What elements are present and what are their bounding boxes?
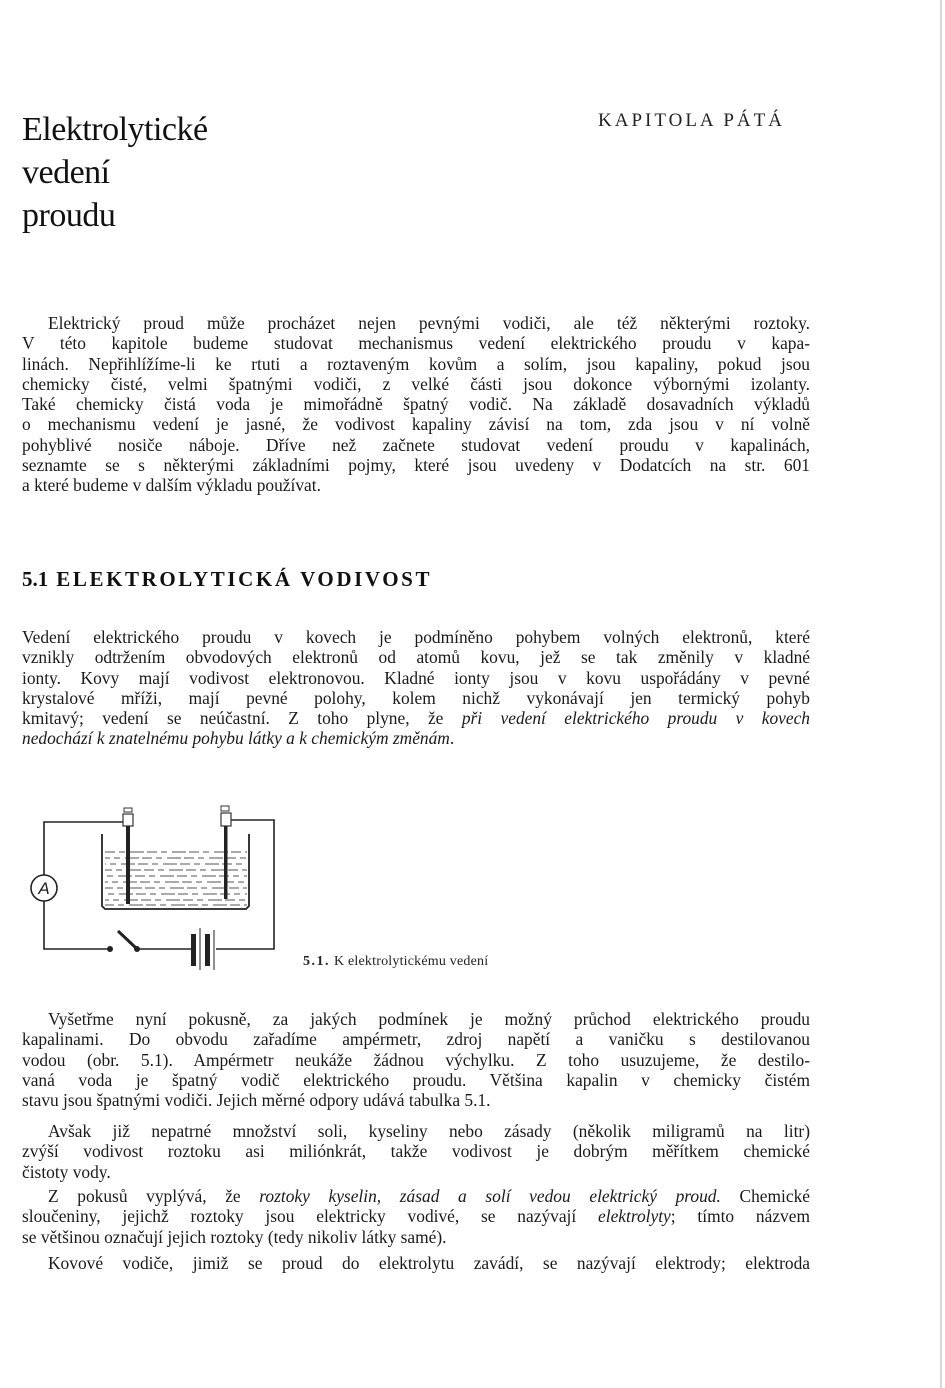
text-line: seznamte se s některými základními pojmy, které jsou uvedeny v Dodatcích na str. 601: [22, 455, 810, 476]
chapter-title-line: proudu: [22, 197, 116, 234]
electrodes-paragraph: [22, 1253, 810, 1273]
chapter-label: KAPITOLA PÁTÁ: [598, 110, 785, 131]
chapter-title-line: Elektrolytické: [22, 111, 208, 148]
text-run: kmitavý; vedení se neúčastní. Z toho plyne, že: [22, 708, 462, 729]
page-edge: [940, 0, 942, 1388]
ammeter-label: A: [38, 879, 50, 898]
text-line: kapalinami. Do obvodu zařadíme ampérmetr, zdroj napětí a vaničku s destilovanou: [22, 1029, 810, 1050]
metals-paragraph: [22, 627, 810, 749]
text-line: [22, 708, 810, 728]
text-run: .: [449, 728, 455, 749]
text-run: sloučeniny, jejichž roztoky jsou elektricky vodivé, se nazývají: [22, 1206, 599, 1227]
emphasis: elektrolyty: [598, 1206, 671, 1227]
emphasis: nedochází k znatelnému pohybu látky a k chemickým změnám: [22, 728, 450, 749]
text-line: V této kapitole budeme studovat mechanismus vedení elektrického proudu v kapa-: [22, 333, 810, 354]
battery-icon: [191, 928, 214, 970]
text-line: pohyblivé nosiče náboje. Dříve než začnete studovat vedení proudu v kapalinách,: [22, 434, 810, 455]
text-run: Chemické: [720, 1186, 810, 1206]
intro-paragraph: [22, 313, 810, 496]
wire: [44, 822, 127, 876]
switch-icon: [107, 931, 140, 952]
ammeter-icon: [31, 875, 57, 901]
text-line: vaná voda je špatný vodič elektrického proudu. Většina kapalin v chemicky čistém: [22, 1069, 810, 1090]
text-line: zvýší vodivost roztoku asi miliónkrát, takže vodivost je dobrým měřítkem chemické: [22, 1141, 810, 1162]
text-line: vodou (obr. 5.1). Ampérmetr neukáže žádnou výchylku. Z toho usuzujeme, že destilo-: [22, 1049, 810, 1070]
text-line: a které budeme v dalším výkladu používat.: [22, 475, 321, 496]
text-line: čistoty vody.: [22, 1161, 111, 1182]
text-line: Kovové vodiče, jimiž se proud do elektrolytu zavádí, se nazývají elektrody; elektroda: [48, 1253, 810, 1273]
text-line: ionty. Kovy mají vodivost elektronovou. Kladné ionty jsou v kovu uspořádány v pevné: [22, 667, 810, 688]
text-line: linách. Nepřihlížíme-li ke rtuti a roztaveným kovům a solím, jsou kapaliny, pokud jsou: [22, 353, 810, 374]
figure-caption-text: K elektrolytickému vedení: [334, 954, 489, 969]
text-line: Elektrický proud může procházet nejen pevnými vodiči, ale též některými roztoky.: [48, 313, 810, 333]
section-title: ELEKTROLYTICKÁ VODIVOST: [56, 567, 433, 591]
emphasis: roztoky kyselin, zásad a solí vedou elektrický proud.: [259, 1186, 721, 1206]
text-line: stavu jsou špatnými vodiči. Jejich měrné odpory udává tabulka 5.1.: [22, 1090, 491, 1111]
text-line: vznikly odtržením obvodových elektronů od atomů kovu, jež se tak změnily v kladné: [22, 647, 810, 668]
chapter-title-line: vedení: [22, 154, 110, 191]
chapter-title: [22, 108, 208, 237]
text-run: ; tímto názvem: [670, 1206, 811, 1227]
experiment-paragraph: [22, 1009, 810, 1110]
emphasis: při vedení elektrického proudu v kovech: [461, 708, 811, 729]
text-line: [22, 1206, 810, 1226]
text-line: [22, 728, 810, 748]
salt-paragraph: [22, 1121, 810, 1182]
text-line: krystalové mříži, mají pevné polohy, kolem nichž vykonávají jen termický pohyb: [22, 687, 810, 708]
text-line: chemicky čisté, velmi špatnými vodiči, z velké části jsou dokonce výbornými izolanty.: [22, 373, 810, 394]
text-line: Avšak již nepatrné množství soli, kyseliny nebo zásady (několik miligramů na litr): [48, 1121, 810, 1141]
circuit-figure: [20, 800, 300, 980]
text-line: Vedení elektrického proudu v kovech je podmíněno pohybem volných elektronů, které: [22, 627, 810, 647]
figure-caption: [303, 954, 488, 970]
text-run: Z pokusů vyplývá, že: [48, 1186, 260, 1206]
figure-number: 5.1.: [303, 954, 330, 969]
text-line: Vyšetřme nyní pokusně, za jakých podmínek je možný průchod elektrického proudu: [48, 1009, 810, 1029]
section-heading: [22, 567, 432, 592]
text-line: o mechanismu vedení je jasné, že vodivost kapaliny závisí na tom, zda jsou v ní volně: [22, 414, 810, 435]
text-line: Také chemicky čistá voda je mimořádně špatný vodič. Na základě dosavadních výkladů: [22, 394, 810, 415]
text-line: [22, 1186, 810, 1206]
wire: [44, 900, 110, 949]
text-line: se většinou označují jejich roztoky (tedy nikoliv látky samé).: [22, 1226, 447, 1247]
electrolyte-paragraph: [22, 1186, 810, 1247]
electrode-left: [123, 808, 133, 904]
section-number: 5.1: [22, 567, 49, 591]
